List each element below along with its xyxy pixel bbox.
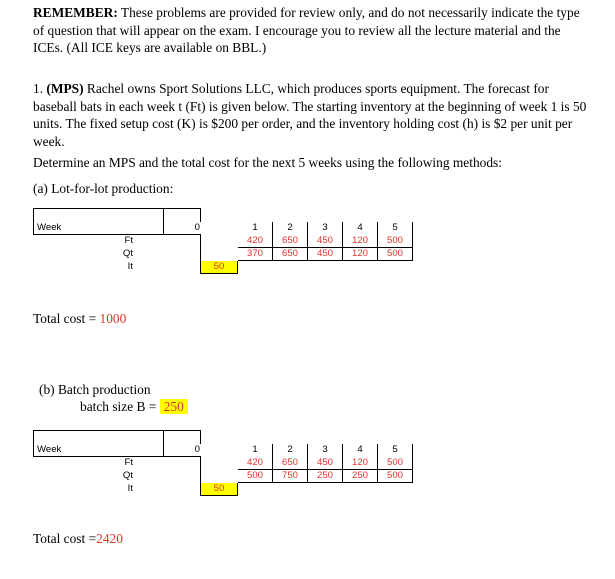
row-label-qt: Qt bbox=[122, 248, 133, 259]
week-3: 3 bbox=[308, 222, 343, 235]
week-0: 0 bbox=[194, 222, 200, 233]
part-b-mps-table bbox=[33, 430, 413, 496]
batch-size-value: 250 bbox=[160, 399, 188, 414]
reminder-label: REMEMBER: bbox=[33, 5, 118, 20]
reminder-paragraph bbox=[33, 4, 593, 57]
qt-3: 450 bbox=[308, 248, 343, 261]
total-cost-label: Total cost = bbox=[33, 311, 100, 326]
total-cost-label: Total cost = bbox=[33, 531, 97, 546]
qt-2: 750 bbox=[273, 470, 308, 483]
reminder-text: These problems are provided for review only, and do not necessarily indicate the type of question that will appear on the exam. I encourage you to review all the lecture material and the ICEs. (All ICE keys are available on BBL.) bbox=[33, 5, 580, 56]
problem-number: 1. bbox=[33, 81, 47, 96]
part-b-total bbox=[33, 530, 123, 548]
week-5: 5 bbox=[378, 222, 413, 235]
it-0: 50 bbox=[201, 261, 238, 274]
qt-1: 370 bbox=[238, 248, 273, 261]
ft-3: 450 bbox=[308, 235, 343, 248]
qt-4: 250 bbox=[343, 470, 378, 483]
total-cost-value: 1000 bbox=[99, 311, 127, 326]
problem-tag: (MPS) bbox=[46, 81, 84, 96]
week-5: 5 bbox=[378, 444, 413, 457]
part-b-heading: (b) Batch production bbox=[39, 382, 151, 397]
week-label: Week bbox=[34, 444, 164, 457]
ft-2: 650 bbox=[273, 235, 308, 248]
ft-3: 450 bbox=[308, 457, 343, 470]
qt-5: 500 bbox=[378, 470, 413, 483]
ft-4: 120 bbox=[343, 457, 378, 470]
batch-size-line bbox=[80, 398, 188, 416]
problem-text: Rachel owns Sport Solutions LLC, which produces sports equipment. The forecast for baseball bats in each week t (Ft) is given below. The starting inventory at the beginning of week 1 is 50 units. The fixed setup cost (K) is $200 per order, and the inventory holding cost (h) is $2 per unit per week. bbox=[33, 81, 587, 150]
week-0: 0 bbox=[194, 444, 200, 455]
batch-size-label: batch size B = bbox=[80, 399, 160, 414]
qt-3: 250 bbox=[308, 470, 343, 483]
week-label: Week bbox=[34, 222, 164, 235]
ft-1: 420 bbox=[238, 235, 273, 248]
ft-2: 650 bbox=[273, 457, 308, 470]
row-label-qt: Qt bbox=[122, 470, 133, 481]
week-2: 2 bbox=[273, 222, 308, 235]
part-a-total bbox=[33, 310, 126, 328]
total-cost-value: 2420 bbox=[96, 531, 123, 546]
part-a-heading: (a) Lot-for-lot production: bbox=[33, 181, 174, 196]
ft-5: 500 bbox=[378, 235, 413, 248]
row-label-it: It bbox=[127, 483, 133, 494]
ft-5: 500 bbox=[378, 457, 413, 470]
qt-1: 500 bbox=[238, 470, 273, 483]
qt-2: 650 bbox=[273, 248, 308, 261]
instruction-text: Determine an MPS and the total cost for the next 5 weeks using the following methods: bbox=[33, 155, 502, 170]
row-label-ft: Ft bbox=[124, 457, 133, 468]
week-4: 4 bbox=[343, 222, 378, 235]
ft-1: 420 bbox=[238, 457, 273, 470]
it-0: 50 bbox=[201, 483, 238, 496]
week-3: 3 bbox=[308, 444, 343, 457]
row-label-it: It bbox=[127, 261, 133, 272]
week-2: 2 bbox=[273, 444, 308, 457]
ft-4: 120 bbox=[343, 235, 378, 248]
week-4: 4 bbox=[343, 444, 378, 457]
qt-5: 500 bbox=[378, 248, 413, 261]
week-1: 1 bbox=[238, 222, 273, 235]
part-a-mps-table bbox=[33, 208, 413, 274]
qt-4: 120 bbox=[343, 248, 378, 261]
row-label-ft: Ft bbox=[124, 235, 133, 246]
week-1: 1 bbox=[238, 444, 273, 457]
problem-statement bbox=[33, 80, 593, 151]
